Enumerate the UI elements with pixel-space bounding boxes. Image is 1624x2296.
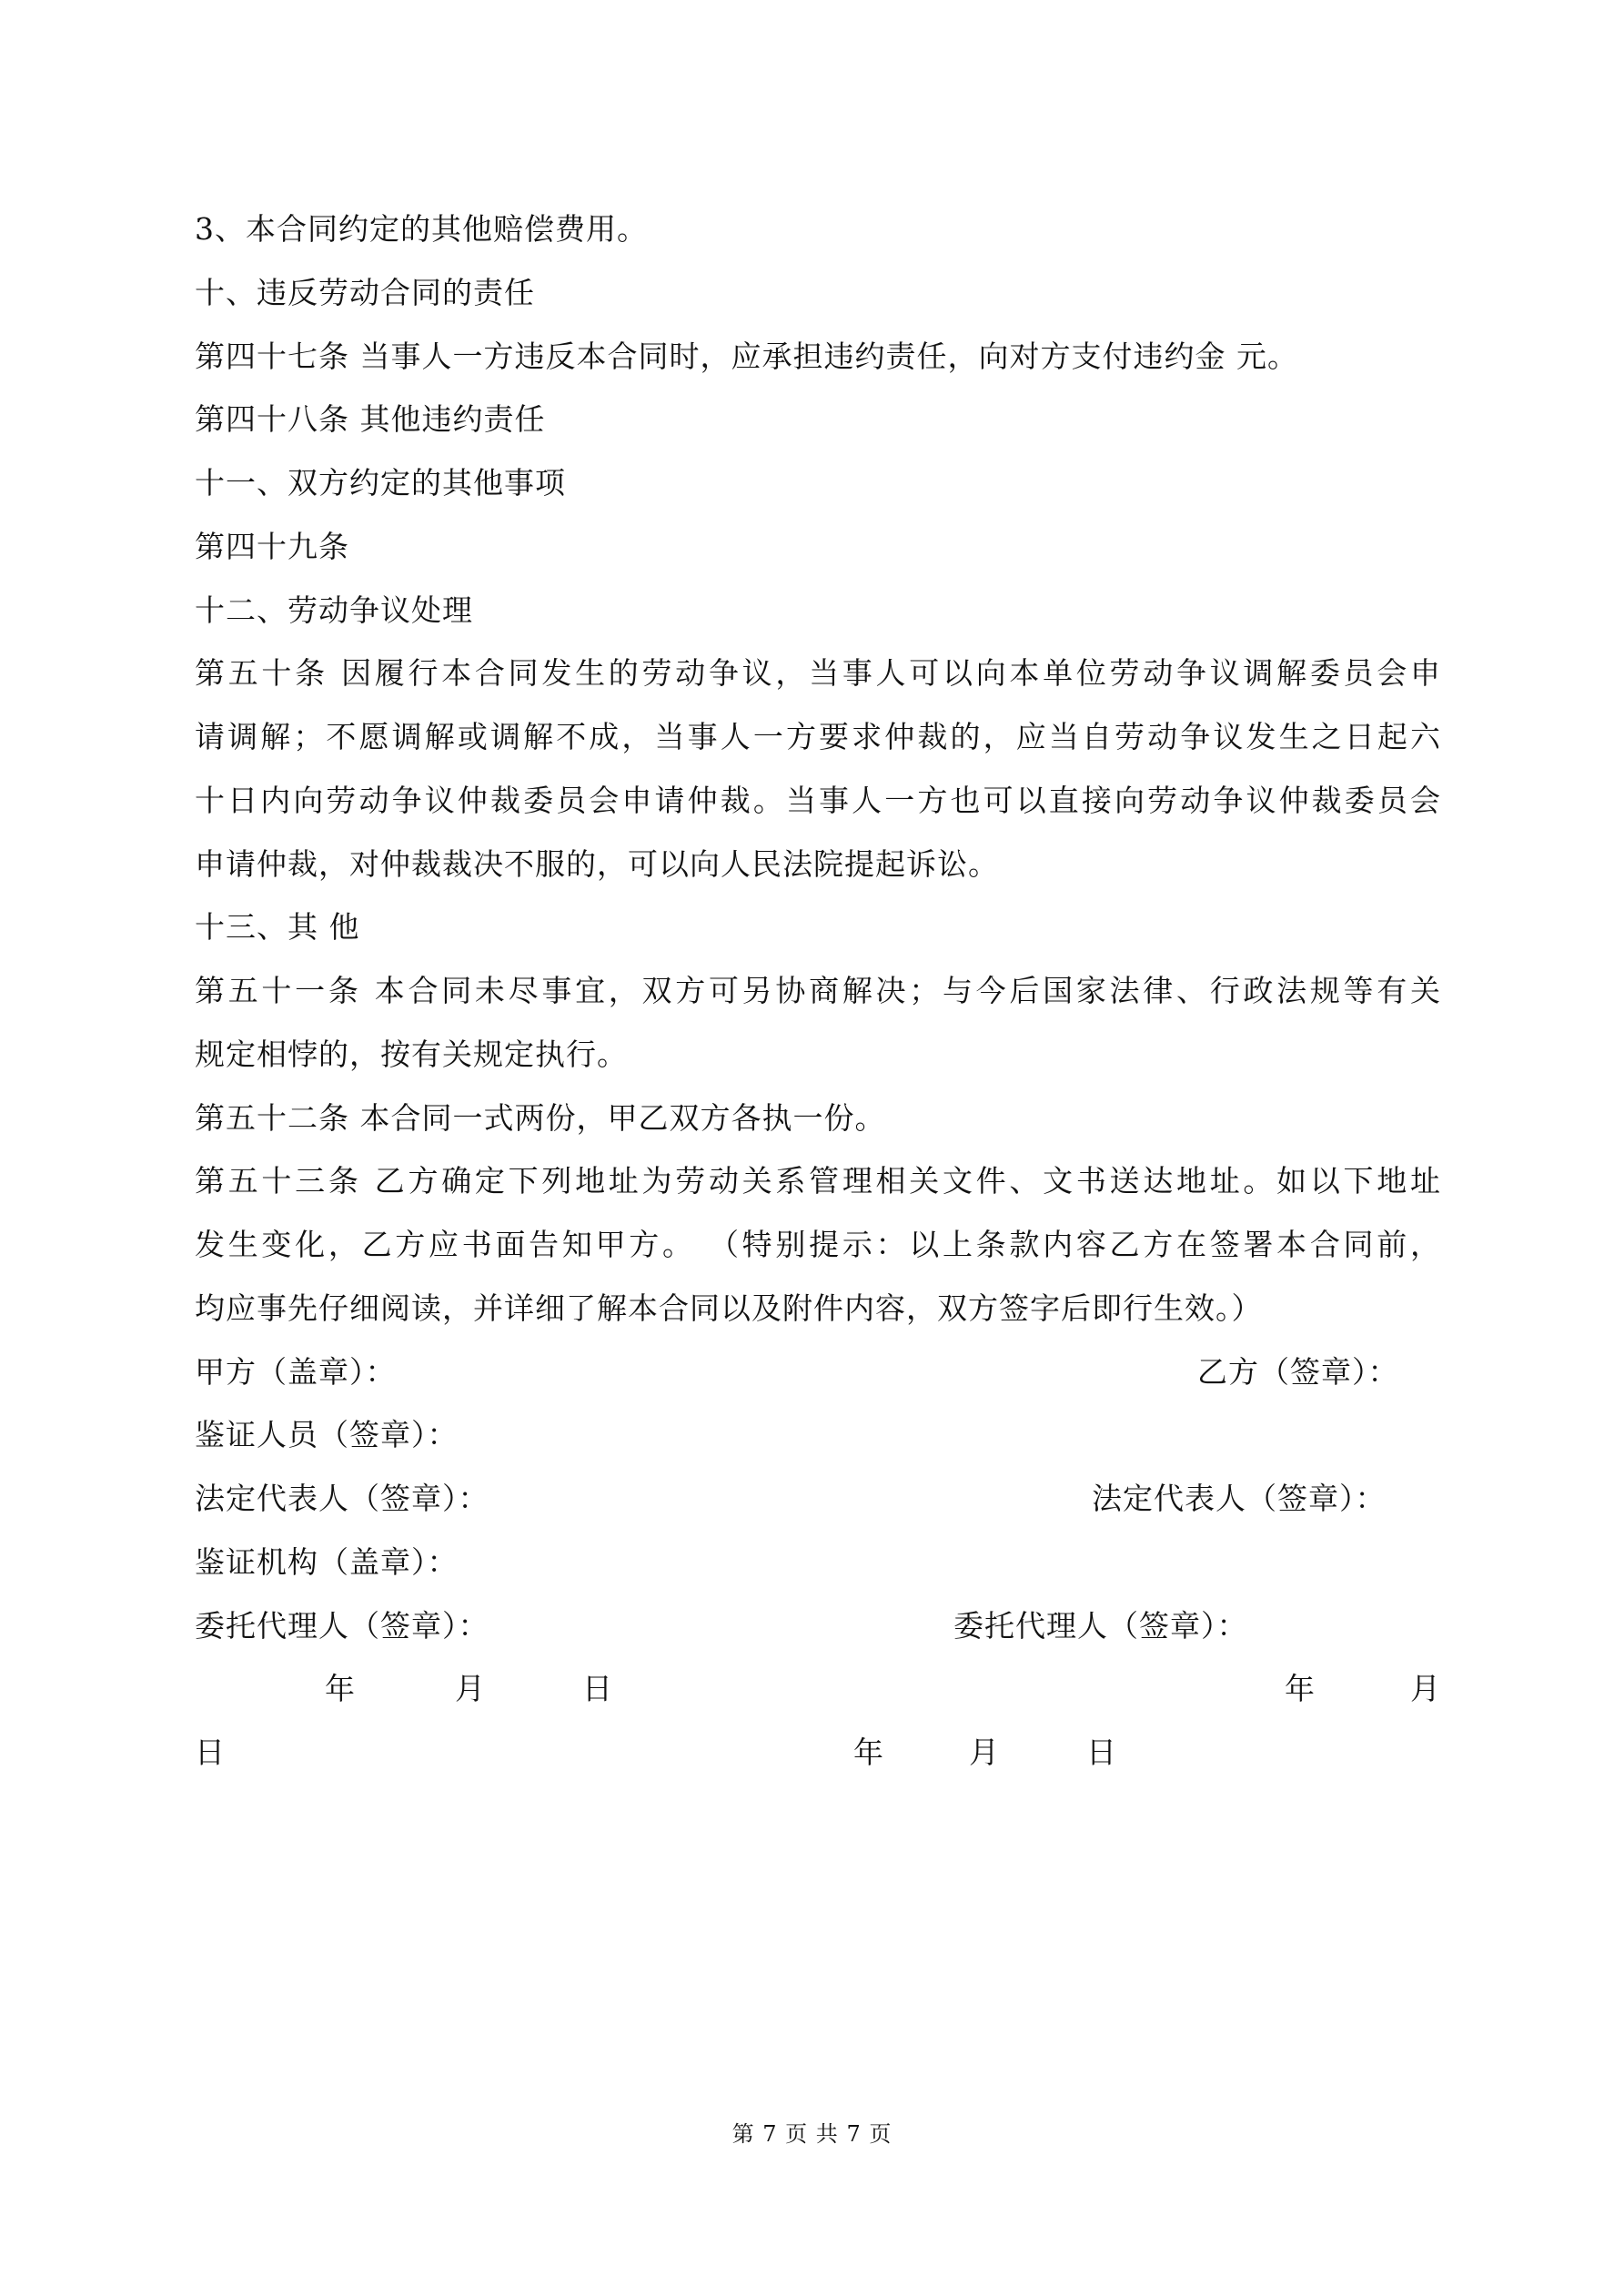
witness-person-label: 鉴证人员（签章）： xyxy=(195,1417,459,1452)
text-line: 第五十条 因履行本合同发生的劳动争议，当事人可以向本单位劳动争议调解委员会申 xyxy=(195,655,1441,691)
text-line: 第四十七条 当事人一方违反本合同时，应承担违约责任，向对方支付违约金 元。 xyxy=(195,339,1298,374)
date-month-b: 月 xyxy=(1410,1671,1441,1706)
text-line: 请调解；不愿调解或调解不成，当事人一方要求仲裁的，应当自劳动争议发生之日起六 xyxy=(195,719,1441,754)
text-line: 规定相悖的，按有关规定执行。 xyxy=(195,1037,628,1072)
date-month-c: 月 xyxy=(969,1735,1000,1770)
date-day-b: 日 xyxy=(195,1735,226,1770)
witness-org-label: 鉴证机构（盖章）： xyxy=(195,1544,459,1580)
date-year-c: 年 xyxy=(853,1735,884,1770)
date-year-a: 年 xyxy=(325,1671,356,1706)
party-a-seal-label: 甲方（盖章）： xyxy=(195,1354,397,1390)
section-heading: 十、违反劳动合同的责任 xyxy=(195,275,535,310)
legal-rep-b-label: 法定代表人（签章）： xyxy=(1092,1481,1387,1516)
legal-rep-a-label: 法定代表人（签章）： xyxy=(195,1481,489,1516)
text-line: 3、本合同约定的其他赔偿费用。 xyxy=(195,211,648,247)
agent-b-label: 委托代理人（签章）： xyxy=(953,1608,1248,1644)
section-heading: 十一、双方约定的其他事项 xyxy=(195,465,566,501)
text-line: 第五十二条 本合同一式两份，甲乙双方各执一份。 xyxy=(195,1100,886,1136)
text-line: 第四十九条 xyxy=(195,529,349,564)
text-line: 第四十八条 其他违约责任 xyxy=(195,401,546,437)
date-year-b: 年 xyxy=(1285,1671,1316,1706)
date-day-a: 日 xyxy=(582,1671,613,1706)
text-line: 第五十一条 本合同未尽事宜，双方可另协商解决；与今后国家法律、行政法规等有关 xyxy=(195,973,1441,1008)
text-line: 十日内向劳动争议仲裁委员会申请仲裁。当事人一方也可以直接向劳动争议仲裁委员会 xyxy=(195,783,1441,818)
date-month-a: 月 xyxy=(455,1671,486,1706)
date-day-c: 日 xyxy=(1086,1735,1117,1770)
text-line: 第五十三条 乙方确定下列地址为劳动关系管理相关文件、文书送达地址。如以下地址 xyxy=(195,1163,1441,1199)
section-heading: 十三、其 他 xyxy=(195,909,360,945)
page-footer: 第 7 页 共 7 页 xyxy=(731,2121,893,2147)
party-b-seal-label: 乙方（签章）： xyxy=(1197,1354,1399,1390)
agent-a-label: 委托代理人（签章）： xyxy=(195,1608,489,1644)
text-line: 发生变化，乙方应书面告知甲方。 （特别提示：以上条款内容乙方在签署本合同前， xyxy=(195,1227,1441,1262)
text-line: 均应事先仔细阅读，并详细了解本合同以及附件内容，双方签字后即行生效。） xyxy=(195,1290,1263,1326)
section-heading: 十二、劳动争议处理 xyxy=(195,592,473,628)
text-line: 申请仲裁，对仲裁裁决不服的，可以向人民法院提起诉讼。 xyxy=(195,846,999,882)
